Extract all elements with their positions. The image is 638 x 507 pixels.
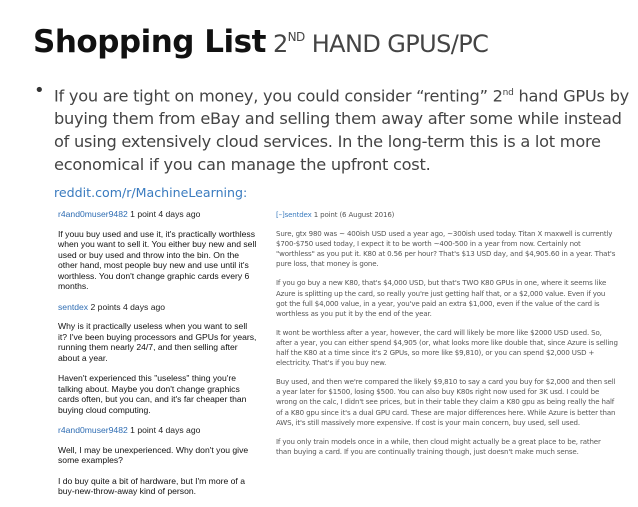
comment	[58, 302, 258, 416]
bullet-text-before: If you are tight on money, you could consider “renting” 2	[54, 86, 503, 106]
comment-header	[58, 302, 258, 313]
comment-paragraph: It wont be worthless after a year, however, the card will likely be more like $2000 USD used. So, after a year, you can either spend $4,905 (or, what looks more like double that, since Azure is selling half the K80 at a time since it's 2 GPUs, so more like $9,810), or you can spend $2,000 USD + electricity. That's if you buy new.	[276, 327, 618, 368]
comment-meta: 1 point 4 days ago	[127, 209, 201, 219]
comment	[58, 209, 258, 292]
bullet-icon: •	[34, 80, 45, 101]
right-comment	[276, 210, 618, 466]
comment-header	[58, 209, 258, 220]
bullet-point	[34, 82, 634, 176]
comment-username[interactable]: sentdex	[58, 301, 89, 312]
bullet-text-sup: nd	[502, 88, 514, 98]
comment-meta: 1 point 4 days ago	[127, 425, 201, 435]
comment-paragraph: Buy used, and then we're compared the likely $9,810 to say a card you buy for $2,000 and then sell a year later for $1500, losing $500. You can also buy K80s right now used for 3K usd. I could be wrong on the calc, I didn't see prices, but in their table they claim a K80 gpu as being really the half of a K80 gpu since it's a dual GPU card. These are major differences here. While Azure is better than AWS, it's still massively more expensive. If cost is your main concern, buy used, sell used.	[276, 377, 616, 427]
left-comment-thread	[58, 209, 258, 507]
title-sub-rest: HAND GPUS/PC	[311, 30, 489, 58]
comment-paragraph: If you go buy a new K80, that's $4,000 USD, but that's TWO K80 GPUs in one, where it seems like Azure is splitting up the card, so really you're just getting half that, or a $2,000 value. Even if you got the full $4,000 value, in a year, you've paid an extra $1,000, even if the value of the card is worthless as you put it by the end of the year.	[276, 278, 607, 318]
title-sub-prefix: 2	[273, 30, 288, 58]
comment-header	[58, 425, 258, 436]
comment-username[interactable]: [–]sentdex	[276, 210, 312, 219]
comment-paragraph: I do buy quite a bit of hardware, but I'm more of a buy-new-throw-away kind of person.	[58, 475, 245, 496]
comment-paragraph: Why is it practically useless when you want to sell it? I've been buying processors and GPUs for years, running them nearly 24/7, and then selling after about a year.	[58, 321, 257, 363]
comment-paragraph: Well, I may be unexperienced. Why don't you give some examples?	[58, 444, 249, 465]
comment-meta: 1 point (6 August 2016)	[311, 210, 395, 219]
title-main: Shopping List	[33, 24, 266, 60]
bullet-text-after: hand GPUs by buying them from eBay and selling them away after some while instead of using extensively cloud services. In the long-term this is a lot more economical if you can manage the upfront cost.	[54, 86, 629, 175]
comment-paragraph: If youu buy used and use it, it's practically worthless when you want to sell it. You either buy new and sell used or buy used and throw into the bin. On the other hand, most people buy new and use until it's worthless. You don't change graphic cards every 6 months.	[58, 228, 257, 291]
slide-title	[33, 24, 488, 60]
comment-paragraph: Sure, gtx 980 was ~ 400ish USD used a year ago, ~300ish used today. Titan X maxwell is currently $700-$750 used today, I expect it to be worth ~400-500 in a year from now. Certainly not "worthless" as you put it. K80 at 0.56 per hour? That's $13 USD day, and $4,905.60 in a year. That's pure loss, that money is gone.	[276, 229, 616, 269]
bullet-text	[54, 82, 634, 176]
source-link[interactable]: reddit.com/r/MachineLearning:	[54, 185, 248, 200]
comment-username[interactable]: r4and0muser9482	[58, 209, 128, 219]
comment-paragraph: If you only train models once in a while, then cloud might actually be a great place to be, rather than buying a card. If you are continually training though, just doesn't make much sense.	[276, 436, 601, 456]
comment-header	[276, 210, 618, 220]
comment-meta: 2 points 4 days ago	[88, 301, 166, 312]
title-subtitle	[273, 30, 488, 58]
comment	[58, 425, 258, 497]
comment-paragraph: Haven't experienced this "useless" thing you're talking about. Maybe you don't change graphics cards often, but you can, and it's far cheaper than buying cloud computing.	[58, 373, 247, 415]
comment-username[interactable]: r4and0muser9482	[58, 425, 128, 435]
title-sub-superscript: ND	[287, 30, 305, 44]
